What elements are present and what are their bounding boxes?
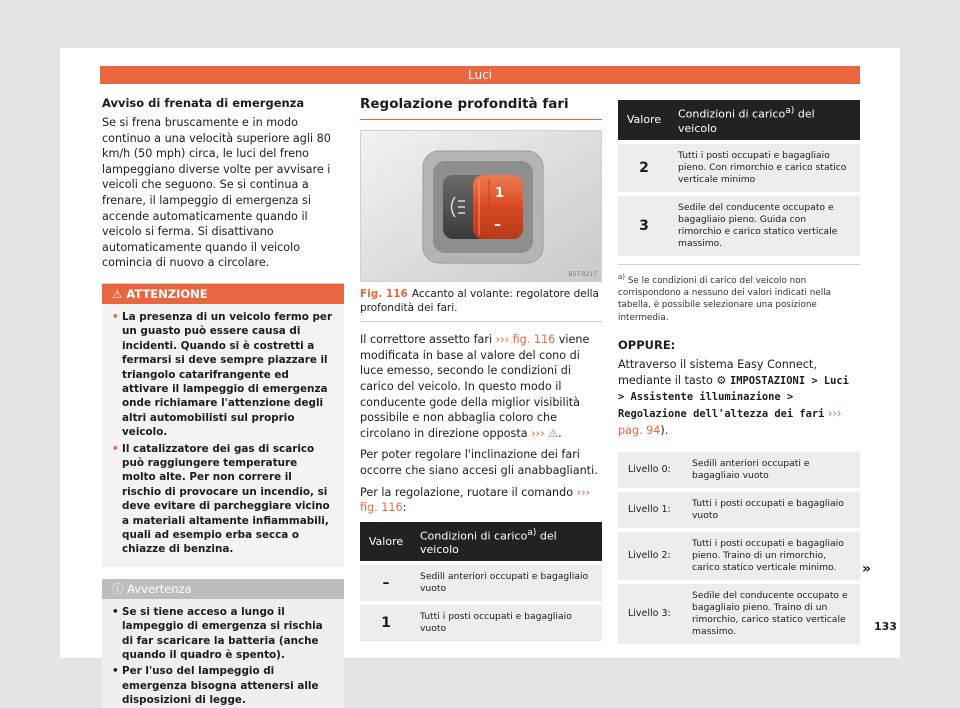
- table-cell-value: 2: [618, 142, 670, 194]
- text-run: Il correttore assetto fari: [360, 333, 496, 347]
- note-box: [102, 579, 344, 708]
- warning-item: • La presenza di un veicolo fermo per un guasto può essere causa di incidenti. Quando si è costretti a fermarsi si deve sempre piazzare il triangolo catarifrangente ed attivare il lampeggio di emergenza onde richiamare l'attenzione degli altri automobilisti sul proprio veicolo.: [112, 310, 334, 440]
- load-table: [360, 522, 602, 642]
- column-middle: [360, 96, 602, 641]
- table-row: [618, 450, 860, 490]
- column-header-conditions: [670, 100, 860, 142]
- figure-caption-text: Accanto al volante: regolatore della profondità dei fari.: [360, 288, 599, 314]
- column-right: [618, 100, 860, 644]
- header-text: Condizioni di carico: [420, 529, 528, 543]
- table-header-row: [618, 100, 860, 142]
- body-paragraph: [360, 485, 602, 516]
- warning-reference-link[interactable]: [531, 427, 558, 440]
- table-cell-text: Sedile del conducente occupato e bagagliaio pieno. Guida con rimorchio e carico statico verticale massimo.: [670, 194, 860, 256]
- body-paragraph: Se si frena bruscamente e in modo continuo a una velocità superiore agli 80 km/h (50 mph) circa, le luci del freno lampeggiano diverse volte per avvisare i veicoli che seguono. Se si continua a frenare, il lampeggio di emergenza si accende automaticamente quando il veicolo si ferma. Si disattivano automaticamente quando il veicolo comincia di nuovo a circolare.: [102, 116, 331, 270]
- body-paragraph: Il correttore assetto fari ››› fig. 116 viene modificata in base al valore del cono di luce emesso, secondo le condizioni di carico del veicolo. In questo modo il conducente gode della miglior visibilità possibile e non abbaglia coloro che circolano in direzione opposta ››› ⚠.: [360, 333, 590, 440]
- level-text: Sedili anteriori occupati e bagagliaio vuoto: [684, 450, 860, 490]
- table-header-row: [360, 522, 602, 564]
- table-cell-value: 1: [360, 603, 412, 641]
- headlight-dial-illustration: [361, 131, 602, 282]
- table-footnote: [618, 264, 860, 325]
- section-heading: Avviso di frenata di emergenza: [102, 96, 305, 110]
- table-row: [618, 530, 860, 582]
- text-run: Attraverso il sistema Easy Connect, mediante il tasto: [618, 358, 817, 387]
- header-text: del veicolo: [420, 529, 557, 557]
- info-icon: ⓘ: [112, 581, 124, 596]
- level-label: Livello 1:: [618, 490, 684, 530]
- warning-triangle-icon: ⚠: [548, 426, 559, 440]
- figure-caption: [360, 288, 602, 322]
- body-paragraph: [618, 357, 860, 438]
- table-cell-text: Tutti i posti occupati e bagagliaio vuoto: [412, 603, 602, 641]
- dial-label-minus: –: [494, 217, 501, 233]
- note-header: [102, 579, 344, 599]
- level-text: Sedile del conducente occupato e bagagliaio pieno. Traino di un rimorchio, carico statico verticale massimo.: [684, 582, 860, 644]
- footnote-mark: a): [785, 105, 795, 116]
- figure-code: B5T-0217: [568, 271, 597, 278]
- warning-triangle-icon: ⚠: [112, 286, 123, 301]
- column-left: [102, 96, 344, 708]
- level-text: Tutti i posti occupati e bagagliaio pieno. Traino di un rimorchio, carico statico verticale minimo.: [684, 530, 860, 582]
- level-label: Livello 3:: [618, 582, 684, 644]
- oppure-heading: OPPURE:: [618, 338, 676, 353]
- level-label: Livello 2:: [618, 530, 684, 582]
- table-row: [360, 603, 602, 641]
- note-body: [102, 599, 344, 708]
- column-header-value: Valore: [360, 522, 412, 564]
- dial-label-1: 1: [495, 186, 505, 201]
- text-run: Per la regolazione, ruotare il comando: [360, 485, 577, 499]
- reference-arrows: ›››: [531, 426, 545, 440]
- figure-reference-link[interactable]: ››› fig. 116: [360, 485, 591, 515]
- table-row: [618, 194, 860, 256]
- table-row: [618, 490, 860, 530]
- note-item: • Se si tiene acceso a lungo il lampeggio di emergenza si rischia di far scaricare la batteria (anche quando il quadro è spento).: [112, 605, 334, 663]
- text-run: ).: [660, 423, 669, 437]
- note-title: Avvertenza: [127, 581, 192, 596]
- table-cell-text: Sedili anteriori occupati e bagagliaio vuoto: [412, 563, 602, 603]
- level-label: Livello 0:: [618, 450, 684, 490]
- levels-table: [618, 448, 860, 644]
- page-number: 133: [874, 620, 897, 633]
- figure-label: Fig. 116: [360, 288, 408, 300]
- table-cell-value: 3: [618, 194, 670, 256]
- warning-box: [102, 283, 344, 567]
- chapter-header: Luci: [100, 66, 860, 84]
- table-row: [618, 582, 860, 644]
- column-header-value: Valore: [618, 100, 670, 142]
- header-text: del veicolo: [678, 107, 815, 135]
- continue-marker: »: [862, 561, 872, 577]
- load-table-continued: [618, 100, 860, 256]
- figure-reference-link[interactable]: ››› fig. 116: [495, 333, 556, 347]
- section-title: Regolazione profondità fari: [360, 96, 602, 120]
- table-cell-value: –: [360, 563, 412, 603]
- body-paragraph: Per poter regolare l'inclinazione dei fari occorre che siano accesi gli anabbaglianti.: [360, 448, 598, 477]
- warning-title: ATTENZIONE: [126, 286, 208, 301]
- figure-headlight-dial: [360, 130, 602, 282]
- page-reference-link[interactable]: ››› pag. 94: [618, 406, 842, 437]
- footnote-text: Se le condizioni di carico del veicolo non corrispondono a nessuno dei valori indicati nella tabella, è possibile selezionare una posizione intermedia.: [618, 275, 832, 323]
- settings-key-icon: ⚙: [716, 373, 730, 387]
- footnote-mark: a): [527, 526, 537, 538]
- text-run: viene modificata in base al valore del cono di luce emesso, secondo le condizioni di carico del veicolo. In questo modo il conducente gode della miglior visibilità possibile e non abbaglia coloro che circolano in direzione opposta: [360, 333, 590, 440]
- table-row: [618, 142, 860, 194]
- warning-item: • Il catalizzatore dei gas di scarico può raggiungere temperature molto alte. Per non correre il rischio di provocare un incendio, si deve evitare di parcheggiare vicino a materiali altamente infiammabili, quali ad esempio erba secca o chiazze di benzina.: [112, 442, 334, 557]
- column-header-conditions: [412, 522, 602, 564]
- footnote-mark: a): [618, 272, 626, 281]
- header-text: Condizioni di carico: [678, 107, 786, 121]
- menu-path: IMPOSTAZIONI > Luci > Assistente illuminazione > Regolazione dell'altezza dei fari: [618, 374, 849, 420]
- warning-header: [102, 284, 344, 304]
- level-text: Tutti i posti occupati e bagagliaio vuoto: [684, 490, 860, 530]
- table-cell-text: Tutti i posti occupati e bagagliaio pieno. Con rimorchio e carico statico verticale minimo: [670, 142, 860, 194]
- text-run: :: [402, 501, 407, 515]
- warning-body: [102, 304, 344, 567]
- table-row: [360, 563, 602, 603]
- note-item: • Per l'uso del lampeggio di emergenza bisogna attenersi alle disposizioni di legge.: [112, 664, 334, 707]
